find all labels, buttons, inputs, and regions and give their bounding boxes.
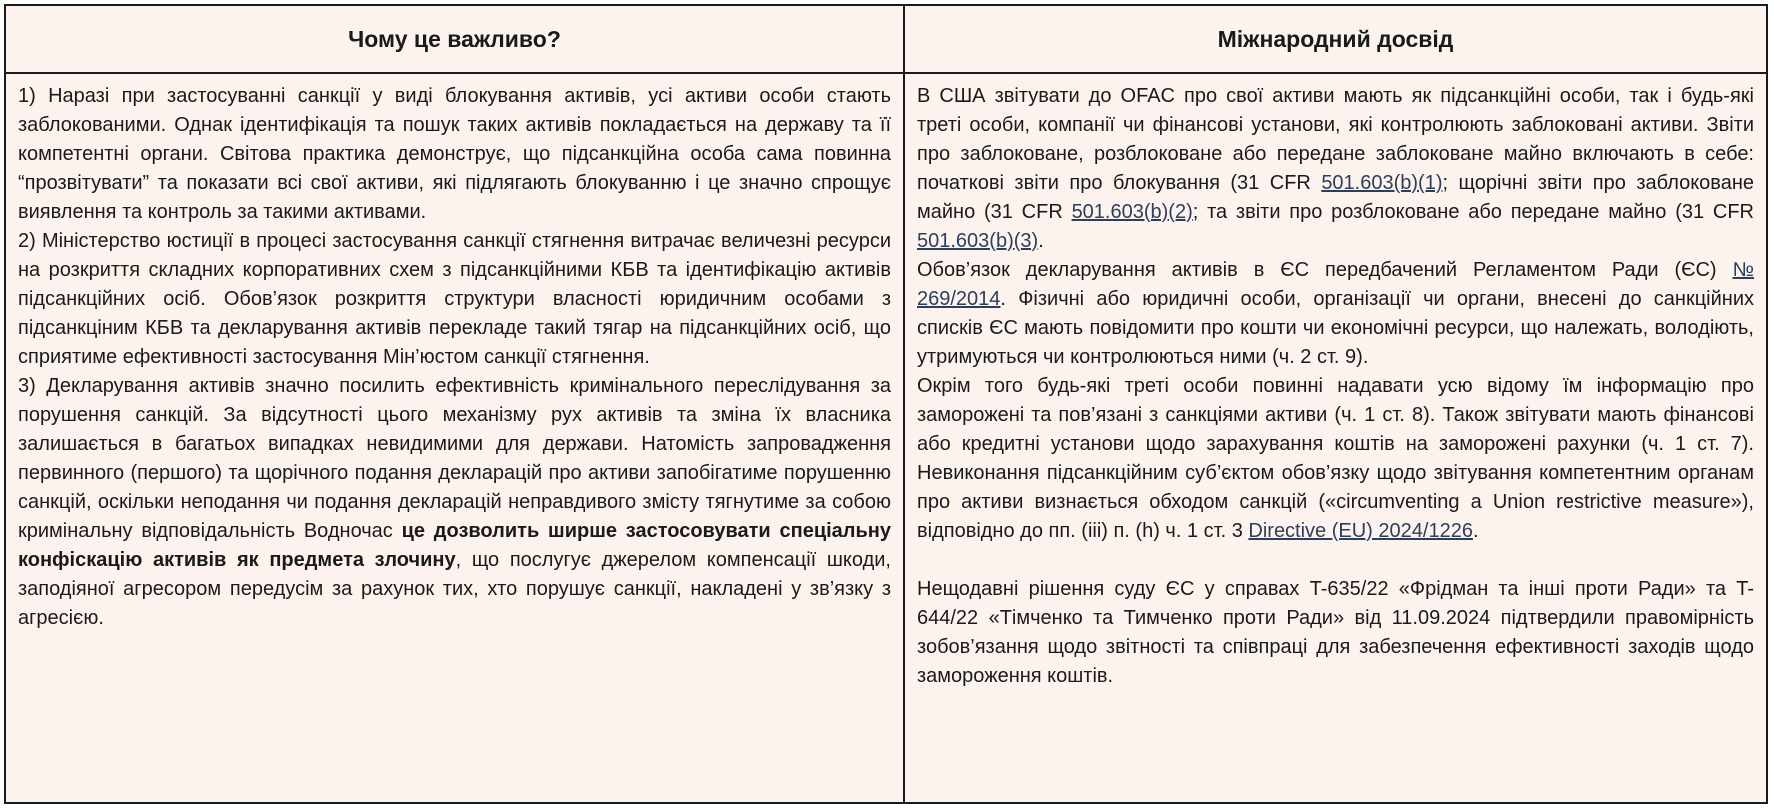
paragraph-usa-text-d: .: [1038, 230, 1044, 252]
column-international-experience: [905, 6, 1766, 802]
paragraph-3-text-a: 3) Декларування активів значно посилить ефективність кримінального переслідування за порушення санкцій. За відсутності цього механізму рух активів та зміна їх власника залишається в багатьох випадках невидимими для держави. Натомість запровадження первинного (першого) та щорічного подання декларацій про активи запобігатиме порушенню санкцій, оскільки неподання чи подання декларацій неправдивого змісту тягнутиме за собою кримінальну відповідальність Водночас: [18, 375, 891, 542]
column-body-why-important: [6, 74, 903, 633]
comparison-table: [4, 4, 1768, 804]
paragraph-1: 1) Наразі при застосуванні санкції у виді блокування активів, усі активи особи стають заблокованими. Однак ідентифікація та пошук таких активів покладається на державу та її компетентні органи. Світова практика демонструє, що підсанкційна особа сама повинна “прозвітувати” та показати всі свої активи, які підлягають блокуванню і це значно спрощує виявлення та контроль за такими активами.: [18, 85, 891, 223]
column-body-international-experience: [905, 74, 1766, 691]
paragraph-3: [18, 372, 891, 633]
link-directive-eu-2024-1226[interactable]: Directive (EU) 2024/1226: [1248, 520, 1473, 542]
link-regulation-269-2014[interactable]: № 269/2014: [917, 259, 1754, 310]
link-cfr-501-603-b-1[interactable]: 501.603(b)(1): [1321, 172, 1443, 194]
paragraph-eu-text-a: Обов’язок декларування активів в ЄС передбачений Регламентом Ради (ЄС): [917, 259, 1733, 281]
paragraph-usa-text-c: ; та звіти про розблоковане або передане майно (31 CFR: [1192, 201, 1754, 223]
paragraph-usa-text-b: ; щорічні звіти про заблоковане майно (31 CFR: [917, 172, 1754, 223]
paragraph-third-parties: [917, 372, 1754, 546]
paragraph-3-text-b: , що послугує джерелом компенсації шкоди, заподіяної агресором передусім за рахунок тих, хто порушує санкції, накладені у зв’язку з агресією.: [18, 549, 891, 629]
column-header-international-experience: Міжнародний досвід: [905, 6, 1766, 74]
paragraph-2: 2) Міністерство юстиції в процесі застосування санкції стягнення витрачає величезні ресурси на розкриття складних корпоративних схем з підсанкційними КБВ та ідентифікацію активів підсанкційних осіб. Обов’язок розкриття структури власності юридичним особами з підсанкціним КБВ та декларування активів перекладе такий тягар на підсанкційних осіб, що сприятиме ефективності застосування Мін’юстом санкції стягнення.: [18, 230, 891, 368]
paragraph-eu-regulation: [917, 256, 1754, 372]
column-why-important: [6, 6, 905, 802]
paragraph-3-bold: це дозволить ширше застосовувати спеціальну конфіскацію активів як предмета злочину: [18, 520, 891, 571]
paragraph-third-parties-text-a: Окрім того будь-які треті особи повинні надавати усю відому їм інформацію про заморожені та пов’язані з санкціями активи (ч. 1 ст. 8). Також звітувати мають фінансові або кредитні установи щодо зарахування коштів на заморожені рахунки (ч. 1 ст. 7). Невиконання підсанкційним суб’єктом обов’язку щодо звітування компетентним органам про активи визнається обходом санкцій («circumventing a Union restrictive measure»), відповідно до пп. (iii) п. (h) ч. 1 ст. 3: [917, 375, 1754, 542]
paragraph-third-parties-text-b: .: [1472, 520, 1479, 542]
link-cfr-501-603-b-3[interactable]: 501.603(b)(3): [917, 230, 1039, 252]
paragraph-usa-text-a: В США звітувати до OFAC про свої активи мають як підсанкційні особи, так і будь-які треті особи, компанії чи фінансові установи, які контролюють заблоковані активи. Звіти про заблоковане, розблоковане або передане заблоковане майно включають в себе: початкові звіти про блокування (31 CFR: [917, 85, 1754, 194]
paragraph-usa: [917, 82, 1754, 256]
paragraph-court-decisions: Нещодавні рішення суду ЄС у справах T-635/22 «Фрідман та інші проти Ради» та T-644/22 «Тімченко та Тимченко проти Ради» від 11.09.2024 підтвердили правомірність зобов’язання щодо звітності та співпраці для забезпечення ефективності заходів щодо замороження коштів.: [917, 578, 1754, 687]
paragraph-spacer: [917, 546, 1754, 575]
link-cfr-501-603-b-2[interactable]: 501.603(b)(2): [1071, 201, 1193, 223]
column-header-why-important: Чому це важливо?: [6, 6, 903, 74]
paragraph-eu-text-b: . Фізичні або юридичні особи, організації чи органи, внесені до санкційних списків ЄС мають повідомити про кошти чи економічні ресурси, що належать, володіють, утримуються чи контролюються ними (ч. 2 ст. 9).: [917, 288, 1754, 368]
